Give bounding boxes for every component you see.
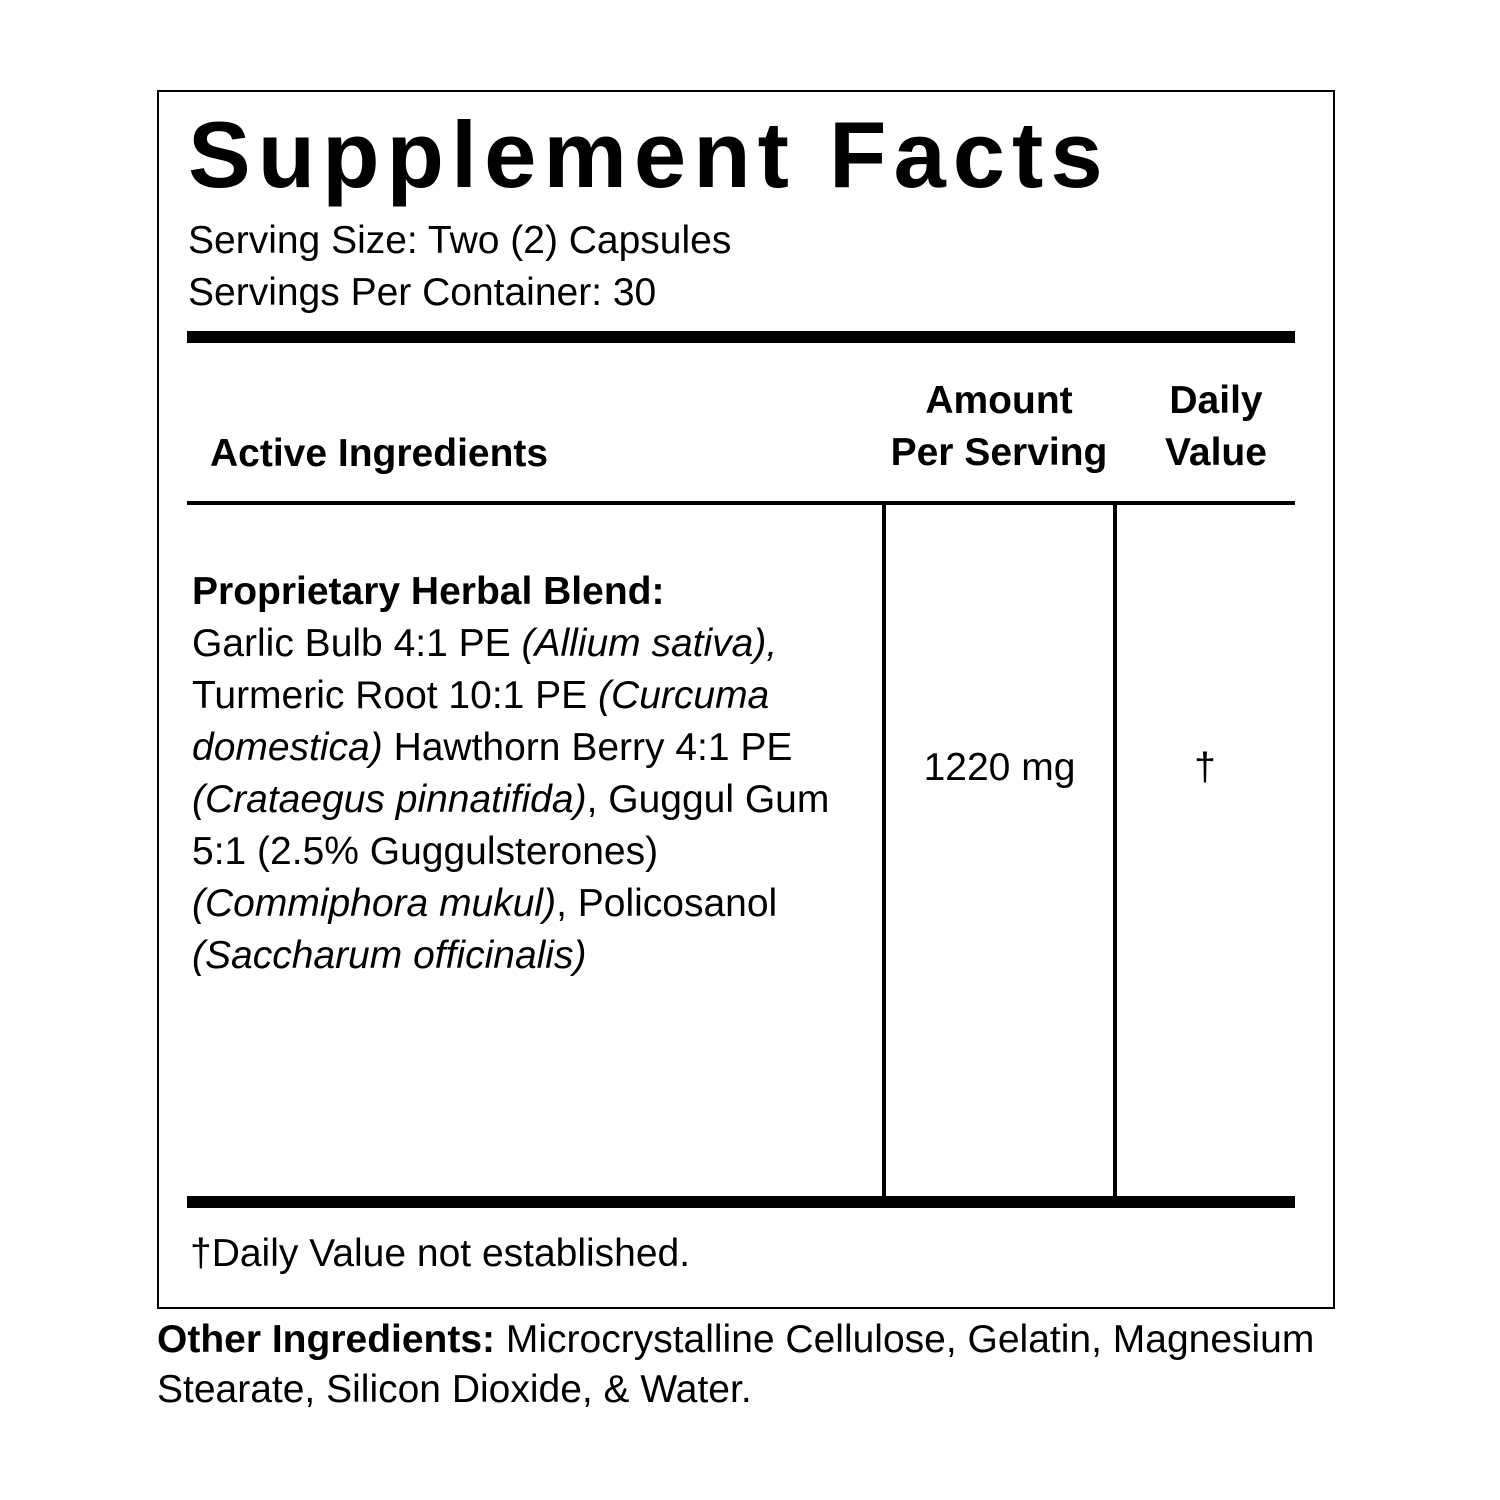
- blend-daily-value: †: [1194, 746, 1216, 789]
- blend-title: Proprietary Herbal Blend:: [192, 570, 665, 613]
- botanical-name: (Saccharum officinalis): [192, 934, 587, 977]
- botanical-name: (Crataegus pinnatifida): [192, 778, 587, 821]
- servings-per-container: Servings Per Container: 30: [188, 271, 657, 314]
- ingredient-name: Hawthorn Berry 4:1 PE: [382, 726, 793, 769]
- blend-amount: 1220 mg: [923, 746, 1076, 789]
- supplement-facts-panel: [157, 90, 1335, 1309]
- header-amount-line1: Amount: [925, 379, 1073, 422]
- daily-value-footnote: †Daily Value not established.: [190, 1232, 691, 1275]
- header-active-ingredients: Active Ingredients: [210, 432, 549, 475]
- header-divider: [187, 501, 1295, 505]
- other-ingredients: [157, 1315, 1337, 1415]
- column-divider-amount: [882, 505, 886, 1198]
- serving-size: Serving Size: Two (2) Capsules: [188, 219, 732, 262]
- botanical-name: (Commiphora mukul): [192, 882, 557, 925]
- column-divider-daily: [1113, 505, 1117, 1198]
- header-amount-line2: Per Serving: [890, 431, 1108, 474]
- botanical-name: (Allium sativa),: [521, 622, 778, 665]
- ingredient-name: Garlic Bulb 4:1 PE: [192, 622, 522, 665]
- other-ingredients-label: Other Ingredients:: [157, 1318, 496, 1361]
- ingredient-name: Turmeric Root 10:1 PE: [192, 674, 599, 717]
- ingredient-name: , Guggul Gum 5:1 (2.5% Guggulsterones): [192, 778, 830, 873]
- ingredient-name: , Policosanol: [556, 882, 778, 925]
- blend-ingredient-list: [192, 618, 832, 982]
- botanical-name: (Curcuma domestica): [192, 674, 770, 769]
- panel-title: Supplement Facts: [188, 102, 1110, 207]
- proprietary-blend-description: [192, 566, 832, 982]
- thick-divider-bottom: [187, 1196, 1295, 1208]
- header-daily-line2: Value: [1165, 431, 1267, 474]
- header-daily-line1: Daily: [1169, 379, 1263, 422]
- thick-divider-top: [187, 331, 1295, 343]
- other-ingredients-text: Microcrystalline Cellulose, Gelatin, Magnesium Stearate, Silicon Dioxide, & Water.: [157, 1318, 1315, 1411]
